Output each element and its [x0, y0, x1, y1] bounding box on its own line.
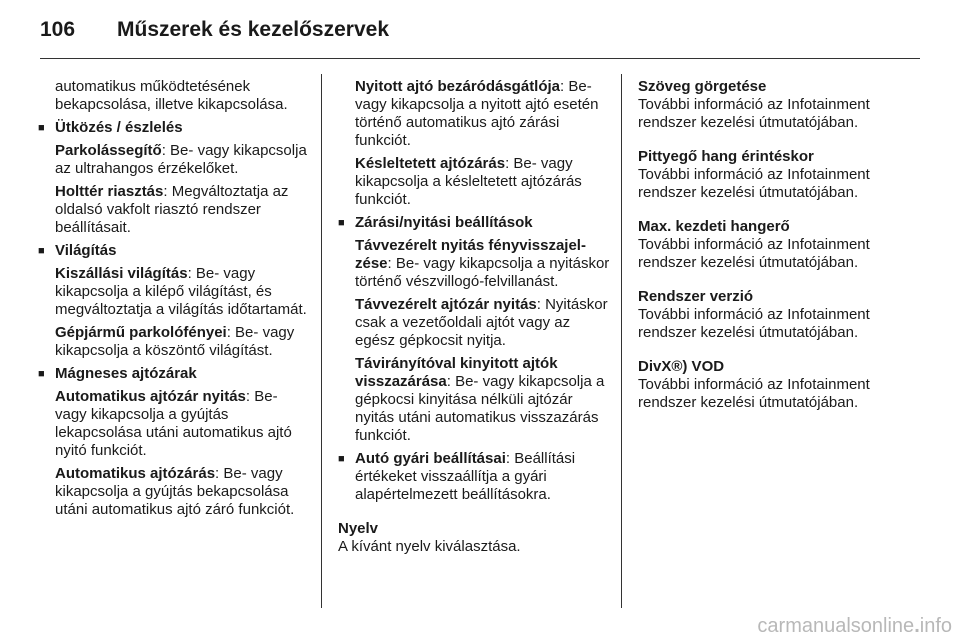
desc-blind-spot: : Megváltoztatja az oldalsó vakfolt riasztó rendszer beállításait. [55, 183, 289, 236]
desc-auto-unlock: : Be- vagy kikapcsolja a gyújtás lekapcsolása utáni automatikus ajtó nyitó funkciót. [55, 388, 292, 459]
desc-auto-lock: : Be- vagy kikapcsolja a gyújtás bekapcsolása utáni automatikus ajtó záró funkciót. [55, 465, 295, 518]
desc-exit-lighting: : Be- vagy kikapcsolja a kilépő világítást, és megváltoztatja a világítás időtartamát. [55, 265, 307, 318]
language-title: Nyelv [338, 520, 379, 537]
term-auto-unlock: Automatikus ajtózár nyitás [55, 388, 246, 405]
section-divx-vod [638, 358, 910, 412]
desc-parking-assist: : Be- vagy kikapcsolja az ultrahangos érzékelőket. [55, 142, 307, 177]
term-open-door-antilock: Nyitott ajtó bezáródásgátlója [355, 78, 561, 95]
term-delayed-lock: Késleltetett ajtózárás [355, 155, 506, 172]
bullet-collision: ■ Ütközés / észlelés [38, 119, 310, 137]
bullet-factory-settings [338, 450, 610, 504]
section-title: Pittyegő hang érintéskor [638, 148, 814, 165]
term-remote-door-unlock: Távvezérelt ajtózár nyitás [355, 296, 537, 313]
section-title: DivX®) VOD [638, 358, 725, 375]
section-title: Rendszer verzió [638, 288, 754, 305]
section-text: További információ az Infotainment rendszer kezelési útmutatójában. [638, 96, 870, 131]
bullet-lock-settings: ■ Zárási/nyitási beállítások [338, 214, 610, 232]
page-title: Műszerek és kezelőszervek [117, 18, 390, 41]
page-number: 106 [40, 18, 76, 41]
section-touch-beep [638, 148, 910, 202]
section-title: Max. kezdeti hangerő [638, 218, 790, 235]
intro-text: automatikus működtetésének bekapcsolása, illetve kikapcsolása. [55, 78, 288, 113]
section-text-scroll [638, 78, 910, 132]
item-parking-assist [38, 142, 310, 178]
watermark [757, 615, 952, 638]
term-remote-relock: Távirányítóval kinyitott ajtók visszazárása [355, 355, 558, 390]
item-open-door-antilock [338, 78, 610, 150]
column-divider-1 [321, 74, 322, 608]
item-remote-door-unlock [338, 296, 610, 350]
language-text: A kívánt nyelv kiválasztása. [338, 538, 521, 555]
section-text: További információ az Infotainment rendszer kezelési útmutatójában. [638, 236, 870, 271]
header-rule [40, 58, 920, 59]
term-remote-unlock-feedback: Távvezérelt nyitás fényvisszajel-zése [355, 237, 586, 272]
term-parking-assist: Parkolássegítő [55, 142, 162, 159]
section-text: További információ az Infotainment rendszer kezelési útmutatójában. [638, 166, 870, 201]
watermark-left: carmanualsonline [757, 615, 915, 637]
bullet-lighting: ■ Világítás [38, 242, 310, 260]
term-auto-lock: Automatikus ajtózárás [55, 465, 216, 482]
language-section [338, 520, 610, 556]
desc-remote-door-unlock: : Nyitáskor csak a vezetőoldali ajtót vagy az egész gépkocsit nyitja. [355, 296, 608, 349]
column-3 [638, 78, 910, 428]
desc-open-door-antilock: : Be- vagy kikapcsolja a nyitott ajtó esetén történő automatikus ajtó zárási funkciót. [355, 78, 599, 149]
term-blind-spot: Holttér riasztás [55, 183, 164, 200]
item-remote-unlock-feedback [338, 237, 610, 291]
item-remote-relock [338, 355, 610, 445]
term-exit-lighting: Kiszállási világítás [55, 265, 188, 282]
section-system-version [638, 288, 910, 342]
section-max-volume [638, 218, 910, 272]
term-factory-settings: Autó gyári beállításai [355, 450, 506, 467]
watermark-dot: . [914, 615, 920, 637]
item-exit-lighting [38, 265, 310, 319]
column-1 [38, 78, 310, 524]
term-parking-lights: Gépjármű parkolófényei [55, 324, 227, 341]
item-auto-lock [38, 465, 310, 519]
desc-remote-relock: : Be- vagy kikapcsolja a gépkocsi kinyitása nélküli ajtózár nyitás utáni automatikus visszazárás funkciót. [355, 373, 605, 444]
desc-factory-settings: : Beállítási értékeket visszaállítja a gyári alapértelmezett beállításokra. [355, 450, 576, 503]
section-text: További információ az Infotainment rendszer kezelési útmutatójában. [638, 376, 870, 411]
watermark-right: info [919, 615, 952, 637]
section-title: Szöveg görgetése [638, 78, 767, 95]
bullet-door-locks: ■ Mágneses ajtózárak [38, 365, 310, 383]
section-text: További információ az Infotainment rendszer kezelési útmutatójában. [638, 306, 870, 341]
item-parking-lights [38, 324, 310, 360]
item-blind-spot [38, 183, 310, 237]
page-header [0, 0, 960, 58]
desc-delayed-lock: : Be- vagy kikapcsolja a késleltetett ajtózárás funkciót. [355, 155, 582, 208]
desc-remote-unlock-feedback: : Be- vagy kikapcsolja a nyitáskor történő vészvillogó-felvillanást. [355, 255, 610, 290]
column-divider-2 [621, 74, 622, 608]
column-2 [338, 78, 610, 561]
item-auto-unlock [38, 388, 310, 460]
desc-parking-lights: : Be- vagy kikapcsolja a köszöntő világítást. [55, 324, 295, 359]
item-delayed-lock [338, 155, 610, 209]
